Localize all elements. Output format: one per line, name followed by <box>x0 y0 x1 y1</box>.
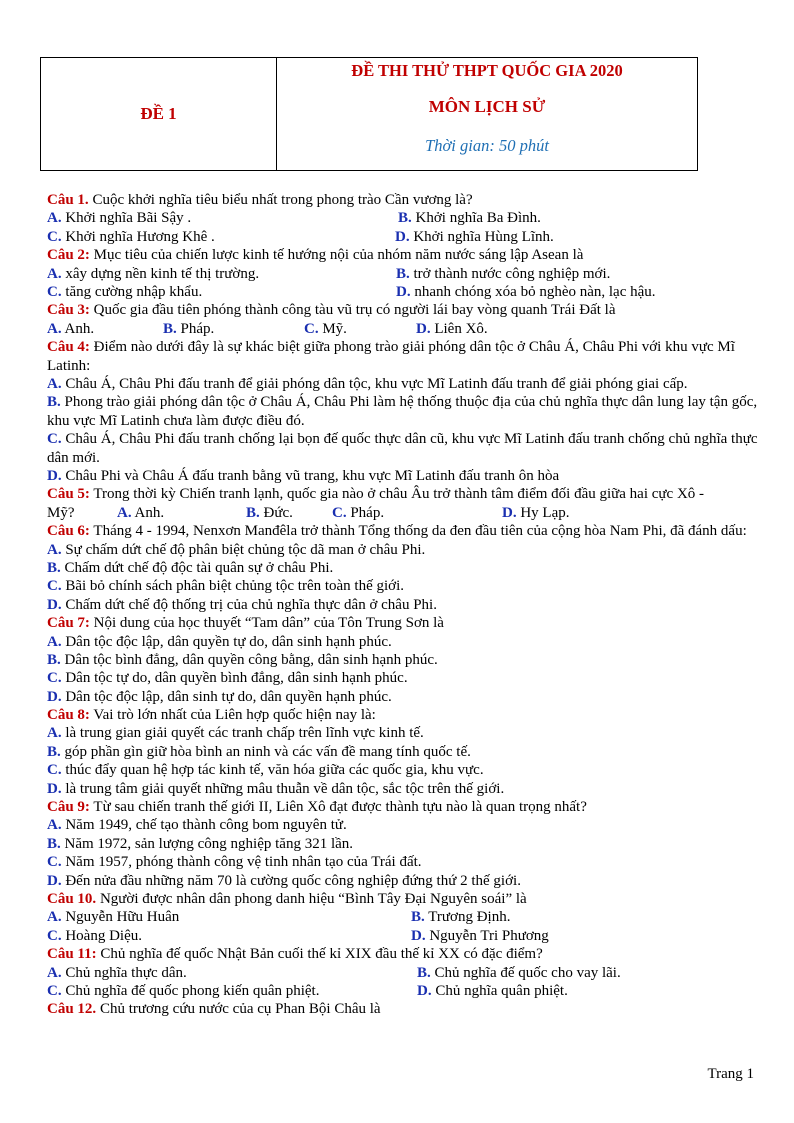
question-2: Câu 2: Mục tiêu của chiến lược kinh tế hướng nội của nhóm năm nước sáng lập Asean là <box>47 247 584 264</box>
question-10: Câu 10. Người được nhân dân phong danh hiệu “Bình Tây Đại Nguyên soái” là <box>47 890 527 907</box>
option-d[interactable]: D. Chấm dứt chế độ thống trị của chủ nghĩa thực dân ở châu Phi. <box>47 596 437 613</box>
option-c[interactable]: C. thúc đẩy quan hệ hợp tác kinh tế, văn hóa giữa các quốc gia, khu vực. <box>47 762 484 779</box>
option-d[interactable]: D. là trung tâm giải quyết những mâu thuẫn về dân tộc, sắc tộc trên thế giới. <box>47 780 505 797</box>
exam-info <box>277 58 697 170</box>
exam-time: Thời gian: 50 phút <box>425 136 549 155</box>
option-c[interactable]: C. Mỹ. <box>304 320 347 337</box>
option-b[interactable]: B. Chấm dứt chế độ độc tài quân sự ở châu Phi. <box>47 559 334 576</box>
question-6: Câu 6: Tháng 4 - 1994, Nenxơn Manđêla trở thành Tổng thống da đen đầu tiên của cộng hòa Nam Phi, đã đánh dấu: <box>47 523 747 540</box>
option-row <box>47 283 762 301</box>
option-b[interactable]: B. Khởi nghĩa Ba Đình. <box>398 210 541 227</box>
option-c[interactable]: C. tăng cường nhập khẩu. <box>47 283 203 300</box>
option-row <box>47 982 762 1000</box>
exam-code: ĐỀ 1 <box>41 58 277 170</box>
option-c[interactable]: C. Năm 1957, phóng thành công vệ tinh nhân tạo của Trái đất. <box>47 854 422 871</box>
option-a[interactable]: A. Anh. <box>117 504 165 521</box>
option-row <box>47 964 762 982</box>
question-4: Câu 4: Điểm nào dưới đây là sự khác biệt giữa phong trào giải phóng dân tộc ở Châu Á, Châu Phi với khu vực Mĩ Latinh: <box>47 339 735 374</box>
option-d[interactable]: D. Nguyễn Tri Phương <box>411 927 549 944</box>
option-b[interactable]: B. Trương Định. <box>411 909 511 926</box>
option-c[interactable]: C. Châu Á, Châu Phi đấu tranh chống lại bọn đế quốc thực dân cũ, khu vực Mĩ Latinh đấu tranh chống chủ nghĩa thực dân mới. <box>47 431 758 466</box>
question-12: Câu 12. Chủ trương cứu nước của cụ Phan Bội Châu là <box>47 1001 381 1018</box>
option-b[interactable]: B. Chủ nghĩa đế quốc cho vay lãi. <box>417 964 621 981</box>
option-a[interactable]: A. xây dựng nền kinh tế thị trường. <box>47 265 260 282</box>
option-a[interactable]: A. Chủ nghĩa thực dân. <box>47 964 187 981</box>
option-b[interactable]: B. Năm 1972, sản lượng công nghiệp tăng 321 lần. <box>47 835 354 852</box>
option-a[interactable]: A. Anh. <box>47 320 95 337</box>
page-number: Trang 1 <box>707 1066 754 1082</box>
option-a[interactable]: A. Năm 1949, chế tạo thành công bom nguyên tử. <box>47 817 347 834</box>
option-d[interactable]: D. Hy Lạp. <box>502 504 570 521</box>
option-c[interactable]: C. Bãi bỏ chính sách phân biệt chủng tộc trên toàn thế giới. <box>47 578 405 595</box>
option-row <box>47 228 762 246</box>
question-9: Câu 9: Từ sau chiến tranh thế giới II, Liên Xô đạt được thành tựu nào là quan trọng nhất? <box>47 799 587 816</box>
option-row <box>47 927 762 945</box>
exam-subject: MÔN LỊCH SỬ <box>428 97 546 116</box>
option-b[interactable]: B. trở thành nước công nghiệp mới. <box>396 265 611 282</box>
option-b[interactable]: B. Pháp. <box>163 320 215 337</box>
question-8: Câu 8: Vai trò lớn nhất của Liên hợp quốc hiện nay là: <box>47 707 376 724</box>
option-d[interactable]: D. Châu Phi và Châu Á đấu tranh bằng vũ trang, khu vực Mĩ Latinh đấu tranh ôn hòa <box>47 467 560 484</box>
option-row <box>47 908 762 926</box>
option-a[interactable]: A. Khởi nghĩa Bãi Sậy . <box>47 210 192 227</box>
option-a[interactable]: A. Châu Á, Châu Phi đấu tranh để giải phóng dân tộc, khu vực Mĩ Latinh đấu tranh để giải phóng giai cấp. <box>47 375 688 392</box>
option-c[interactable]: C. Pháp. <box>332 504 385 521</box>
option-a[interactable]: A. là trung gian giải quyết các tranh chấp trên lĩnh vực kinh tế. <box>47 725 424 742</box>
question-3: Câu 3: Quốc gia đầu tiên phóng thành công tàu vũ trụ có người lái bay vòng quanh Trái Đất là <box>47 302 616 319</box>
option-d[interactable]: D. Dân tộc độc lập, dân sinh tự do, dân quyền hạnh phúc. <box>47 688 392 705</box>
option-d[interactable]: D. Đến nửa đầu những năm 70 là cường quốc công nghiệp đứng thứ 2 thế giới. <box>47 872 521 889</box>
option-c[interactable]: C. Chủ nghĩa đế quốc phong kiến quân phiệt. <box>47 982 320 999</box>
option-c[interactable]: C. Dân tộc tự do, dân quyền bình đẳng, dân sinh hạnh phúc. <box>47 670 408 687</box>
question-5: Câu 5: Trong thời kỳ Chiến tranh lạnh, quốc gia nào ở châu Âu trở thành tâm điểm đối đầu giữa hai cực Xô - <box>47 486 705 503</box>
option-b[interactable]: B. Dân tộc bình đẳng, dân quyền công bằng, dân sinh hạnh phúc. <box>47 651 438 668</box>
option-c[interactable]: C. Hoàng Diệu. <box>47 927 142 944</box>
option-row <box>47 265 762 283</box>
option-d[interactable]: D. Liên Xô. <box>416 320 488 337</box>
option-b[interactable]: B. Phong trào giải phóng dân tộc ở Châu Á, Châu Phi làm hệ thống thuộc địa của chủ nghĩa thực dân lung lay tận gốc, khu vực Mĩ Latinh chưa làm được điều đó. <box>47 394 758 429</box>
exam-header <box>40 57 698 171</box>
option-b[interactable]: B. Đức. <box>246 504 293 521</box>
option-row <box>47 209 762 227</box>
question-7: Câu 7: Nội dung của học thuyết “Tam dân” của Tôn Trung Sơn là <box>47 615 444 632</box>
option-d[interactable]: D. Khởi nghĩa Hùng Lĩnh. <box>395 228 554 245</box>
option-d[interactable]: D. Chủ nghĩa quân phiệt. <box>417 982 568 999</box>
option-a[interactable]: A. Dân tộc độc lập, dân quyền tự do, dân sinh hạnh phúc. <box>47 633 392 650</box>
option-b[interactable]: B. góp phần gìn giữ hòa bình an ninh và các vấn đề mang tính quốc tế. <box>47 743 471 760</box>
option-d[interactable]: D. nhanh chóng xóa bỏ nghèo nàn, lạc hậu. <box>396 283 656 300</box>
question-5-continued: Mỹ? <box>47 504 75 521</box>
option-a[interactable]: A. Sự chấm dứt chế độ phân biệt chủng tộc dã man ở châu Phi. <box>47 541 426 558</box>
exam-title: ĐỀ THI THỬ THPT QUỐC GIA 2020 <box>351 61 623 80</box>
question-1: Câu 1. Cuộc khởi nghĩa tiêu biểu nhất trong phong trào Cần vương là? <box>47 192 473 208</box>
option-row <box>47 320 762 338</box>
option-c[interactable]: C. Khởi nghĩa Hương Khê . <box>47 228 215 245</box>
option-a[interactable]: A. Nguyễn Hữu Huân <box>47 909 180 926</box>
question-list <box>47 191 762 1019</box>
question-11: Câu 11: Chủ nghĩa đế quốc Nhật Bản cuối thế kỉ XIX đầu thế kỉ XX có đặc điểm? <box>47 946 543 963</box>
option-row <box>47 504 762 522</box>
